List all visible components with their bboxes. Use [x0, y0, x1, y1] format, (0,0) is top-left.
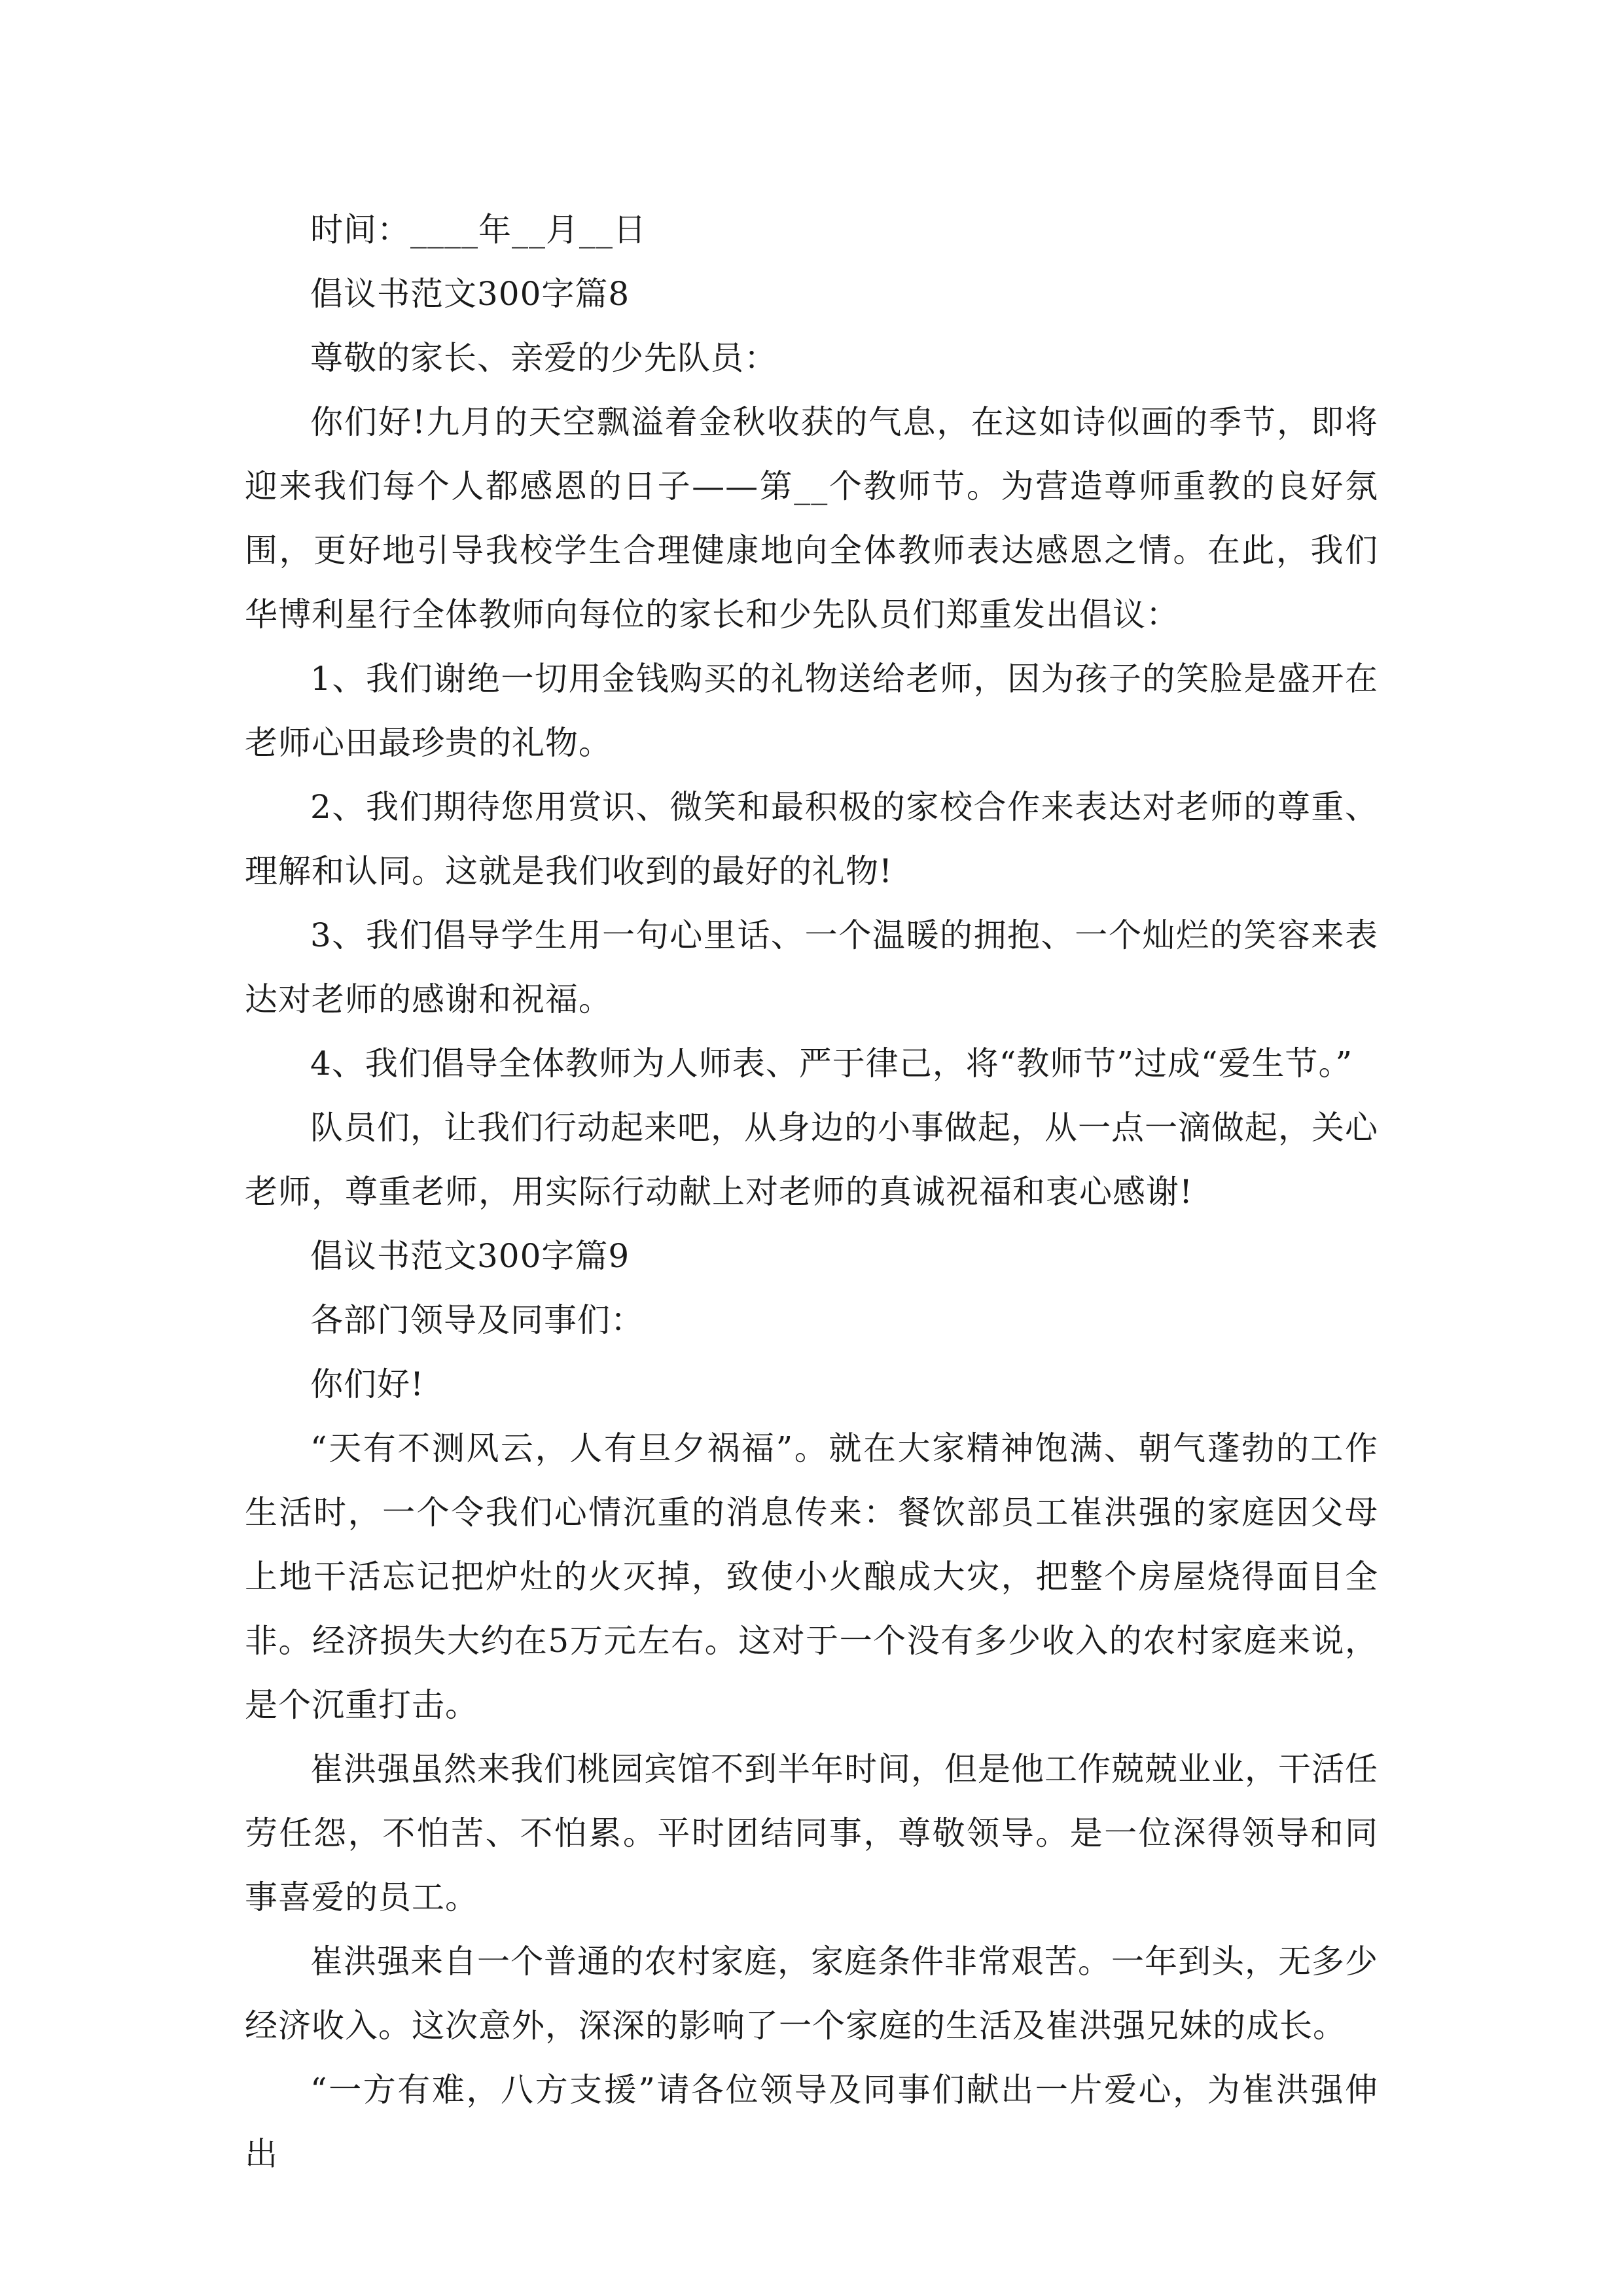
- body-paragraph: 崔洪强虽然来我们桃园宾馆不到半年时间，但是他工作兢兢业业，干活任劳任怨，不怕苦、不怕累。平时团结同事，尊敬领导。是一位深得领导和同事喜爱的员工。: [245, 1750, 1378, 1916]
- body-paragraph: 队员们，让我们行动起来吧，从身边的小事做起，从一点一滴做起，关心老师，尊重老师，用实际行动献上对老师的真诚祝福和衷心感谢!: [245, 1109, 1378, 1211]
- body-paragraph: 崔洪强来自一个普通的农村家庭，家庭条件非常艰苦。一年到头，无多少经济收入。这次意外，深深的影响了一个家庭的生活及崔洪强兄妹的成长。: [245, 1943, 1378, 2045]
- body-paragraph: “天有不测风云，人有旦夕祸福”。就在大家精神饱满、朝气蓬勃的工作生活时，一个令我们心情沉重的消息传来：餐饮部员工崔洪强的家庭因父母上地干活忘记把炉灶的火灭掉，致使小火酿成大灾，把整个房屋烧得面目全非。经济损失大约在5万元左右。这对于一个没有多少收入的农村家庭来说，是个沉重打击。: [245, 1429, 1378, 1724]
- document-body: [245, 198, 1378, 2186]
- section-heading-8: 倡议书范文300字篇8: [310, 275, 630, 313]
- salutation-paragraph: 各部门领导及同事们：: [310, 1301, 644, 1339]
- greeting-paragraph: 你们好!: [310, 1365, 425, 1403]
- proposal-item-1: 1、我们谢绝一切用金钱购买的礼物送给老师，因为孩子的笑脸是盛开在老师心田最珍贵的礼物。: [245, 660, 1378, 762]
- body-paragraph: “一方有难，八方支援”请各位领导及同事们献出一片爱心，为崔洪强伸出: [245, 2071, 1378, 2173]
- salutation-paragraph: 尊敬的家长、亲爱的少先队员：: [310, 339, 777, 377]
- proposal-item-2: 2、我们期待您用赏识、微笑和最积极的家校合作来表达对老师的尊重、理解和认同。这就是我们收到的最好的礼物!: [245, 788, 1378, 890]
- date-line: 时间：____年__月__日: [310, 211, 647, 249]
- section-heading-9: 倡议书范文300字篇9: [310, 1237, 630, 1275]
- body-paragraph: 你们好!九月的天空飘溢着金秋收获的气息，在这如诗似画的季节，即将迎来我们每个人都感恩的日子——第__个教师节。为营造尊师重教的良好氛围，更好地引导我校学生合理健康地向全体教师表达感恩之情。在此，我们华博利星行全体教师向每位的家长和少先队员们郑重发出倡议：: [245, 403, 1378, 634]
- proposal-item-3: 3、我们倡导学生用一句心里话、一个温暖的拥抱、一个灿烂的笑容来表达对老师的感谢和祝福。: [245, 916, 1378, 1018]
- proposal-item-4: 4、我们倡导全体教师为人师表、严于律己，将“教师节”过成“爱生节。”: [310, 1045, 1353, 1083]
